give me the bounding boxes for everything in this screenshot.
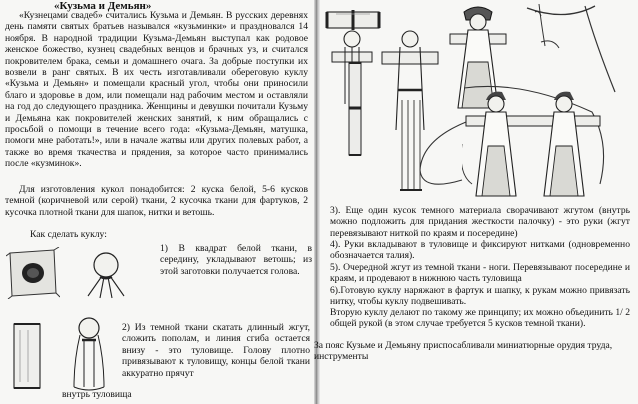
step-4-text: 4). Руки вкладывают в туловище и фиксируют нитками (одновременно обозначается талия). xyxy=(330,239,630,262)
page-title: «Кузьма и Демьян» xyxy=(54,0,152,12)
materials-paragraph: Для изготовления кукол понадобится: 2 куска белой, 5-6 кусков темной (коричневой или серой) ткани, 2 кусочка ткани для фартуков, 2 кусочка плотной ткани для шапок, нитки и ветошь. xyxy=(5,184,308,218)
hanging-doll-illustration xyxy=(525,2,625,97)
intro-paragraph: «Кузнецами свадеб» считались Кузьма и Демьян. В русских деревнях день памяти святых братьев назывался «кузьминки» и праздновался 14 ноября. В народной традиции Кузьма-Демьян выступал как родовое женское божество, кузнец свадебных венцов и брачных уз, и считался покровителем брака, семьи и домашнего очага. За добрые поступки их возвели в ранг святых. В их честь изготавливали обереговую куклу «Кузьма и Демьян» и помещали красный угол, чтобы они приносили благо и здоровье в дом, или помещали над рабочим местом и оставляли на год до следующего праздника. Женщины и девушки почитали Кузьму и Демьяна как покровителей женских занятий, к ним обращались с просьбой о помощи в течение всего года: «Кузьма-Демьян, матушка, помоги мне работать!», или в начале жатвы или других полевых работ, а также во время ткачества и прядения, за которое часто принимались после «кузминок». xyxy=(5,10,308,170)
head-on-body-illustration xyxy=(62,315,116,391)
step-2-continuation: внутрь туловища xyxy=(62,389,132,400)
step-6-text: 6).Готовую куклу наряжают в фартук и шапку, к рукам можно привязать нитку, чтобы куклу подвешивать. xyxy=(330,285,630,308)
legs-tube-illustration xyxy=(344,60,366,158)
how-to-heading: Как сделать куклу: xyxy=(30,229,107,240)
head-blank-illustration xyxy=(82,250,130,300)
step-5-text: 5). Очередной жгут из темной ткани - ноги. Перевязывают посередине и краям, и продевают в нижнюю часть туловища xyxy=(330,262,630,285)
second-doll-text: Вторую куклу делают по такому же принципу; их можно объединить 1/ 2 общей рукой (в этом случае требуется 5 кусков темной ткани). xyxy=(330,307,630,330)
step-1-text: 1) В квадрат белой ткани, в середину, укладывают ветошь; из этой заготовки получается голова. xyxy=(160,243,312,277)
left-page xyxy=(0,0,316,404)
side-thread-illustration xyxy=(412,120,468,200)
fabric-square-illustration xyxy=(6,247,60,299)
two-dolls-illustration xyxy=(462,84,612,204)
rolled-tube-illustration xyxy=(6,320,50,392)
final-note-text: За пояс Кузьме и Демьяну приспосабливали миниатюрные орудия труда, инструменты xyxy=(314,340,613,363)
step-3-text: 3). Еще один кусок темного материала сворачивают жгутом (внутрь можно подложить для придания жесткости палочку) - это руки (жгут перевязывают ниткой по краям и посередине) xyxy=(330,205,630,239)
step-2-text: 2) Из темной ткани скатать длинный жгут, сложить пополам, и линия сгиба остается внизу - это туловище. Голову плотно привязывают к туловищу, концы белой ткани аккуратно прячут xyxy=(122,322,310,379)
